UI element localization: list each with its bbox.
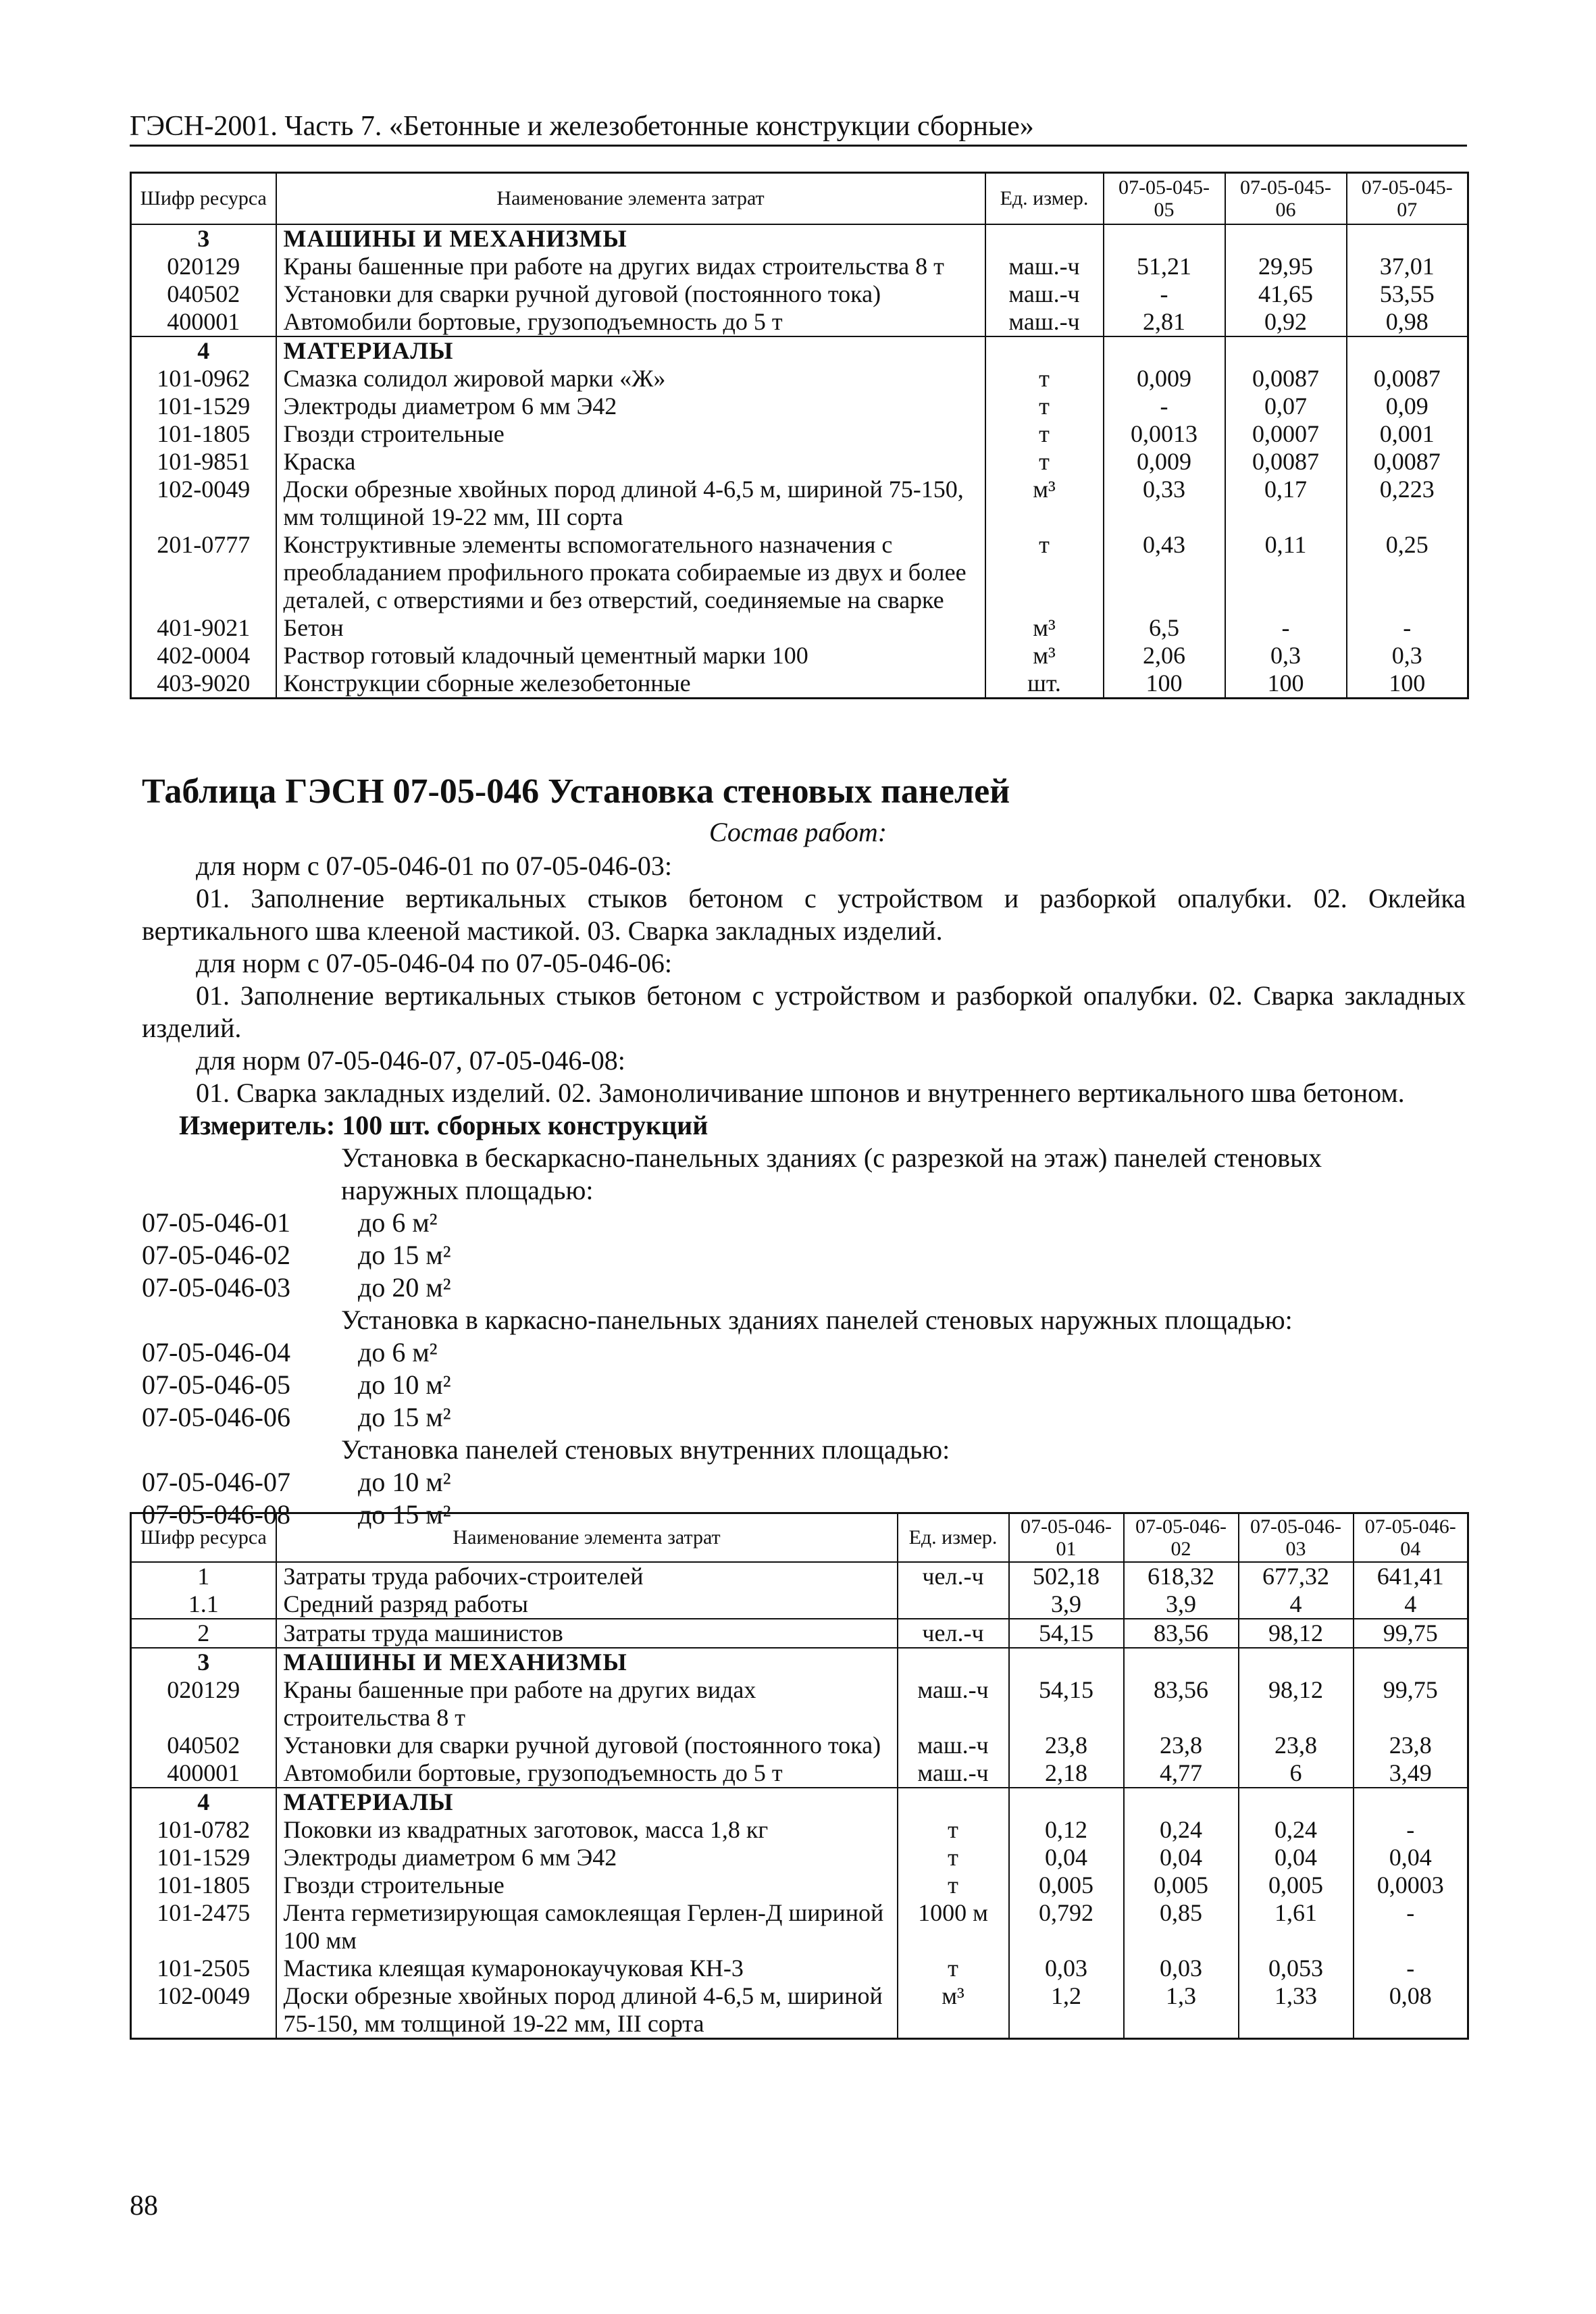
row-value: -	[1354, 1816, 1468, 1844]
norm-range-3: для норм 07-05-046-07, 07-05-046-08:	[196, 1045, 625, 1076]
row-value: 0,0013	[1104, 420, 1225, 448]
row-value: 54,15	[1009, 1676, 1124, 1732]
row-name: Краска	[276, 448, 985, 476]
row-unit: м³	[898, 1982, 1009, 2039]
row-value: 0,03	[1124, 1955, 1239, 1982]
row-name: Затраты труда машинистов	[276, 1619, 898, 1648]
norm-value: до 10 м²	[358, 1467, 451, 1497]
row-name: Электроды диаметром 6 мм Э42	[276, 393, 985, 420]
row-value: 0,0007	[1225, 420, 1347, 448]
row-name: Затраты труда рабочих-строителей	[276, 1562, 898, 1590]
row-code: 040502	[131, 280, 276, 308]
row-name: МАТЕРИАЛЫ	[276, 336, 985, 365]
row-value	[1124, 1788, 1239, 1816]
row-value: 0,24	[1239, 1816, 1354, 1844]
row-value: 4,77	[1124, 1759, 1239, 1788]
resource-table-046	[130, 1512, 1469, 2040]
work-composition-label: Состав работ:	[709, 817, 887, 847]
norm-code: 07-05-046-01	[142, 1207, 290, 1238]
row-value: 0,3	[1347, 642, 1468, 670]
col-header-norm: 07-05-045-07	[1347, 173, 1468, 224]
row-unit: м³	[985, 476, 1104, 531]
row-code: 101-9851	[131, 448, 276, 476]
norm-range-1: для норм с 07-05-046-01 по 07-05-046-03:	[196, 851, 673, 881]
norm-code: 07-05-046-04	[142, 1337, 290, 1367]
norm-code: 07-05-046-06	[142, 1402, 290, 1432]
norm-code: 07-05-046-08	[142, 1499, 290, 1530]
row-unit	[898, 1590, 1009, 1619]
row-code: 101-0962	[131, 365, 276, 393]
row-code: 2	[131, 1619, 276, 1648]
row-value	[1354, 1648, 1468, 1676]
row-value: 0,04	[1354, 1844, 1468, 1871]
row-value	[1347, 224, 1468, 253]
row-value: 0,09	[1347, 393, 1468, 420]
row-value: 41,65	[1225, 280, 1347, 308]
table-row	[131, 531, 1468, 614]
row-unit	[898, 1648, 1009, 1676]
col-header-norm: 07-05-046-03	[1239, 1513, 1354, 1562]
row-unit: шт.	[985, 670, 1104, 699]
row-value: 641,41	[1354, 1562, 1468, 1590]
table-row	[131, 393, 1468, 420]
row-name: Смазка солидол жировой марки «Ж»	[276, 365, 985, 393]
row-value: 53,55	[1347, 280, 1468, 308]
row-value: 2,81	[1104, 308, 1225, 336]
row-value: 0,792	[1009, 1899, 1124, 1955]
table-row	[131, 1759, 1468, 1788]
section-title: Таблица ГЭСН 07-05-046 Установка стеновых панелей	[142, 772, 1010, 811]
col-header-norm: 07-05-045-06	[1225, 173, 1347, 224]
col-header-unit: Ед. измер.	[898, 1513, 1009, 1562]
table-body	[131, 1562, 1468, 2039]
col-header-code: Шифр ресурса	[131, 1513, 276, 1562]
row-unit: маш.-ч	[898, 1759, 1009, 1788]
col-header-norm: 07-05-046-01	[1009, 1513, 1124, 1562]
row-value: 0,04	[1239, 1844, 1354, 1871]
row-code: 020129	[131, 253, 276, 280]
table-row	[131, 1619, 1468, 1648]
norm-value: до 15 м²	[358, 1240, 451, 1270]
table-body	[131, 224, 1468, 699]
row-unit: т	[898, 1871, 1009, 1899]
row-name: МАШИНЫ И МЕХАНИЗМЫ	[276, 224, 985, 253]
row-value: 502,18	[1009, 1562, 1124, 1590]
row-value: 100	[1104, 670, 1225, 699]
row-code: 400001	[131, 1759, 276, 1788]
row-value: 0,04	[1124, 1844, 1239, 1871]
row-value: 1,33	[1239, 1982, 1354, 2039]
row-value: 0,25	[1347, 531, 1468, 614]
row-unit: маш.-ч	[898, 1676, 1009, 1732]
row-value: 0,0087	[1347, 448, 1468, 476]
row-value: 1,61	[1239, 1899, 1354, 1955]
row-code: 401-9021	[131, 614, 276, 642]
row-value	[1225, 336, 1347, 365]
row-name: Конструкции сборные железобетонные	[276, 670, 985, 699]
row-value: 0,98	[1347, 308, 1468, 336]
row-name: Краны башенные при работе на других видах строительства 8 т	[276, 253, 985, 280]
col-header-name: Наименование элемента затрат	[276, 1513, 898, 1562]
row-value	[1354, 1788, 1468, 1816]
table-row	[131, 1844, 1468, 1871]
table-row	[131, 1562, 1468, 1590]
col-header-norm: 07-05-046-02	[1124, 1513, 1239, 1562]
row-value: 54,15	[1009, 1619, 1124, 1648]
row-value: 98,12	[1239, 1676, 1354, 1732]
row-value: -	[1104, 393, 1225, 420]
row-value: 83,56	[1124, 1676, 1239, 1732]
row-code: 101-2475	[131, 1899, 276, 1955]
row-value: 0,0003	[1354, 1871, 1468, 1899]
row-value: 0,04	[1009, 1844, 1124, 1871]
row-value: 4	[1354, 1590, 1468, 1619]
row-unit: чел.-ч	[898, 1562, 1009, 1590]
norm-value: до 15 м²	[358, 1402, 451, 1432]
row-value: -	[1225, 614, 1347, 642]
row-value: 3,9	[1009, 1590, 1124, 1619]
norm-value: до 15 м²	[358, 1499, 451, 1530]
table-row	[131, 1955, 1468, 1982]
row-code: 4	[131, 336, 276, 365]
norm-value: до 6 м²	[358, 1207, 438, 1238]
row-unit	[985, 224, 1104, 253]
row-code: 101-1805	[131, 420, 276, 448]
row-value: -	[1354, 1899, 1468, 1955]
row-value: 0,24	[1124, 1816, 1239, 1844]
norm-code: 07-05-046-05	[142, 1369, 290, 1400]
row-value	[1009, 1648, 1124, 1676]
row-value: 0,17	[1225, 476, 1347, 531]
row-name: Средний разряд работы	[276, 1590, 898, 1619]
col-header-norm: 07-05-046-04	[1354, 1513, 1468, 1562]
row-code: 1.1	[131, 1590, 276, 1619]
norm-range-2: для норм с 07-05-046-04 по 07-05-046-06:	[196, 948, 673, 978]
table-row	[131, 365, 1468, 393]
table-row	[131, 336, 1468, 365]
row-name: Конструктивные элементы вспомогательного назначения с преобладанием профильного проката собираемые из двух и более деталей, с отверстиями и без отверстий, соединяемые на сварке	[276, 531, 985, 614]
measure-unit: Измеритель: 100 шт. сборных конструкций	[179, 1110, 709, 1140]
row-value: 4	[1239, 1590, 1354, 1619]
row-value: 677,32	[1239, 1562, 1354, 1590]
row-name: Поковки из квадратных заготовок, масса 1,8 кг	[276, 1816, 898, 1844]
row-value: 0,03	[1009, 1955, 1124, 1982]
header-rule	[130, 145, 1467, 147]
row-value: 3,9	[1124, 1590, 1239, 1619]
row-value: 0,08	[1354, 1982, 1468, 2039]
row-code: 3	[131, 224, 276, 253]
row-value: 0,07	[1225, 393, 1347, 420]
row-value	[1104, 336, 1225, 365]
row-name: Автомобили бортовые, грузоподъемность до 5 т	[276, 308, 985, 336]
row-value: 0,0087	[1225, 365, 1347, 393]
row-value	[1239, 1648, 1354, 1676]
row-value	[1009, 1788, 1124, 1816]
table-row	[131, 1816, 1468, 1844]
row-code: 102-0049	[131, 1982, 276, 2039]
row-value	[1225, 224, 1347, 253]
row-value: 0,001	[1347, 420, 1468, 448]
row-value: 0,005	[1009, 1871, 1124, 1899]
row-name: Автомобили бортовые, грузоподъемность до 5 т	[276, 1759, 898, 1788]
row-value: 0,009	[1104, 365, 1225, 393]
row-value: 6	[1239, 1759, 1354, 1788]
row-code: 3	[131, 1648, 276, 1676]
table-row	[131, 420, 1468, 448]
row-value: 37,01	[1347, 253, 1468, 280]
row-code: 101-1529	[131, 1844, 276, 1871]
table-row	[131, 1676, 1468, 1732]
table-row	[131, 1982, 1468, 2039]
row-value: 0,92	[1225, 308, 1347, 336]
row-unit: маш.-ч	[985, 308, 1104, 336]
row-value: 2,06	[1104, 642, 1225, 670]
table-row	[131, 670, 1468, 699]
table-row	[131, 253, 1468, 280]
row-value: -	[1354, 1955, 1468, 1982]
col-header-norm: 07-05-045-05	[1104, 173, 1225, 224]
row-code: 101-0782	[131, 1816, 276, 1844]
row-value: 99,75	[1354, 1619, 1468, 1648]
row-unit: чел.-ч	[898, 1619, 1009, 1648]
row-value: 0,3	[1225, 642, 1347, 670]
row-value: 0,005	[1124, 1871, 1239, 1899]
row-value: 0,009	[1104, 448, 1225, 476]
row-value: 1,3	[1124, 1982, 1239, 2039]
norm-value: до 10 м²	[358, 1369, 451, 1400]
table-row	[131, 1871, 1468, 1899]
row-unit: м³	[985, 642, 1104, 670]
row-value: 23,8	[1239, 1732, 1354, 1759]
row-unit: маш.-ч	[985, 280, 1104, 308]
row-unit: 1000 м	[898, 1899, 1009, 1955]
row-value: 0,223	[1347, 476, 1468, 531]
row-unit: т	[985, 448, 1104, 476]
page-header: ГЭСН-2001. Часть 7. «Бетонные и железобетонные конструкции сборные»	[130, 111, 1034, 142]
row-value	[1124, 1648, 1239, 1676]
row-name: Установки для сварки ручной дуговой (постоянного тока)	[276, 1732, 898, 1759]
group-heading-2: Установка в каркасно-панельных зданиях панелей стеновых наружных площадью:	[341, 1305, 1293, 1335]
row-value: -	[1347, 614, 1468, 642]
row-value: -	[1104, 280, 1225, 308]
row-name: Гвозди строительные	[276, 1871, 898, 1899]
row-code: 402-0004	[131, 642, 276, 670]
row-code: 4	[131, 1788, 276, 1816]
row-value: 0,33	[1104, 476, 1225, 531]
row-value: 0,053	[1239, 1955, 1354, 1982]
row-value: 100	[1225, 670, 1347, 699]
row-name: МАШИНЫ И МЕХАНИЗМЫ	[276, 1648, 898, 1676]
row-value: 0,0087	[1225, 448, 1347, 476]
row-value: 6,5	[1104, 614, 1225, 642]
row-code: 101-1529	[131, 393, 276, 420]
row-unit: м³	[985, 614, 1104, 642]
group-heading-3: Установка панелей стеновых внутренних площадью:	[341, 1434, 950, 1465]
table-row	[131, 1648, 1468, 1676]
row-value: 29,95	[1225, 253, 1347, 280]
row-unit	[898, 1788, 1009, 1816]
table-row	[131, 476, 1468, 531]
norm-value: до 6 м²	[358, 1337, 438, 1367]
row-unit: т	[985, 365, 1104, 393]
table-row	[131, 642, 1468, 670]
row-name: Установки для сварки ручной дуговой (постоянного тока)	[276, 280, 985, 308]
row-code: 040502	[131, 1732, 276, 1759]
row-value: 0,85	[1124, 1899, 1239, 1955]
norm-code: 07-05-046-03	[142, 1272, 290, 1303]
row-code: 020129	[131, 1676, 276, 1732]
row-code: 400001	[131, 308, 276, 336]
row-value: 51,21	[1104, 253, 1225, 280]
row-value: 23,8	[1354, 1732, 1468, 1759]
row-value: 618,32	[1124, 1562, 1239, 1590]
resource-table-045	[130, 172, 1469, 699]
row-unit: т	[898, 1955, 1009, 1982]
row-unit: маш.-ч	[985, 253, 1104, 280]
norm-value: до 20 м²	[358, 1272, 451, 1303]
row-code: 102-0049	[131, 476, 276, 531]
row-value: 23,8	[1009, 1732, 1124, 1759]
col-header-code: Шифр ресурса	[131, 173, 276, 224]
row-value: 98,12	[1239, 1619, 1354, 1648]
row-value: 1,2	[1009, 1982, 1124, 2039]
row-value: 100	[1347, 670, 1468, 699]
table-row	[131, 308, 1468, 336]
col-header-name: Наименование элемента затрат	[276, 173, 985, 224]
row-code: 201-0777	[131, 531, 276, 614]
table-row	[131, 224, 1468, 253]
row-unit: т	[898, 1844, 1009, 1871]
row-value: 99,75	[1354, 1676, 1468, 1732]
norm-code: 07-05-046-02	[142, 1240, 290, 1270]
row-unit: т	[985, 420, 1104, 448]
col-header-unit: Ед. измер.	[985, 173, 1104, 224]
page-number: 88	[130, 2190, 158, 2221]
table-row	[131, 1590, 1468, 1619]
row-name: Бетон	[276, 614, 985, 642]
row-name: Электроды диаметром 6 мм Э42	[276, 1844, 898, 1871]
row-name: Доски обрезные хвойных пород длиной 4-6,5 м, шириной 75-150, мм толщиной 19-22 мм, III сорта	[276, 1982, 898, 2039]
row-code: 101-2505	[131, 1955, 276, 1982]
row-code: 1	[131, 1562, 276, 1590]
row-code: 101-1805	[131, 1871, 276, 1899]
row-unit: т	[898, 1816, 1009, 1844]
work-description-1: 01. Заполнение вертикальных стыков бетоном с устройством и разборкой опалубки. 02. Оклейка вертикального шва клееной мастикой. 03. Сварка закладных изделий.	[142, 883, 1466, 946]
row-unit	[985, 336, 1104, 365]
row-name: МАТЕРИАЛЫ	[276, 1788, 898, 1816]
table-row	[131, 448, 1468, 476]
row-value: 0,005	[1239, 1871, 1354, 1899]
row-name: Мастика клеящая кумаронокаучуковая КН-3	[276, 1955, 898, 1982]
norm-code: 07-05-046-07	[142, 1467, 290, 1497]
row-value: 23,8	[1124, 1732, 1239, 1759]
group-heading-1: Установка в бескаркасно-панельных зданиях (с разрезкой на этаж) панелей стеновых наружных площадью:	[341, 1142, 1322, 1205]
row-value	[1239, 1788, 1354, 1816]
work-description-3: 01. Сварка закладных изделий. 02. Замоноличивание шпонов и внутреннего вертикального шва бетоном.	[196, 1078, 1405, 1108]
row-value	[1104, 224, 1225, 253]
table-row	[131, 614, 1468, 642]
row-value: 0,0087	[1347, 365, 1468, 393]
row-name: Краны башенные при работе на других видах строительства 8 т	[276, 1676, 898, 1732]
table-row	[131, 280, 1468, 308]
row-value: 3,49	[1354, 1759, 1468, 1788]
row-value	[1347, 336, 1468, 365]
table-row	[131, 1899, 1468, 1955]
row-value: 0,11	[1225, 531, 1347, 614]
work-description-2: 01. Заполнение вертикальных стыков бетоном с устройством и разборкой опалубки. 02. Сварка закладных изделий.	[142, 980, 1466, 1043]
row-value: 2,18	[1009, 1759, 1124, 1788]
row-name: Гвозди строительные	[276, 420, 985, 448]
table-row	[131, 1788, 1468, 1816]
row-name: Раствор готовый кладочный цементный марки 100	[276, 642, 985, 670]
row-code: 403-9020	[131, 670, 276, 699]
row-name: Лента герметизирующая самоклеящая Герлен-Д шириной 100 мм	[276, 1899, 898, 1955]
row-unit: т	[985, 531, 1104, 614]
row-value: 0,43	[1104, 531, 1225, 614]
row-value: 0,12	[1009, 1816, 1124, 1844]
row-unit: маш.-ч	[898, 1732, 1009, 1759]
row-unit: т	[985, 393, 1104, 420]
row-name: Доски обрезные хвойных пород длиной 4-6,5 м, шириной 75-150, мм толщиной 19-22 мм, III сорта	[276, 476, 985, 531]
table-row	[131, 1732, 1468, 1759]
row-value: 83,56	[1124, 1619, 1239, 1648]
